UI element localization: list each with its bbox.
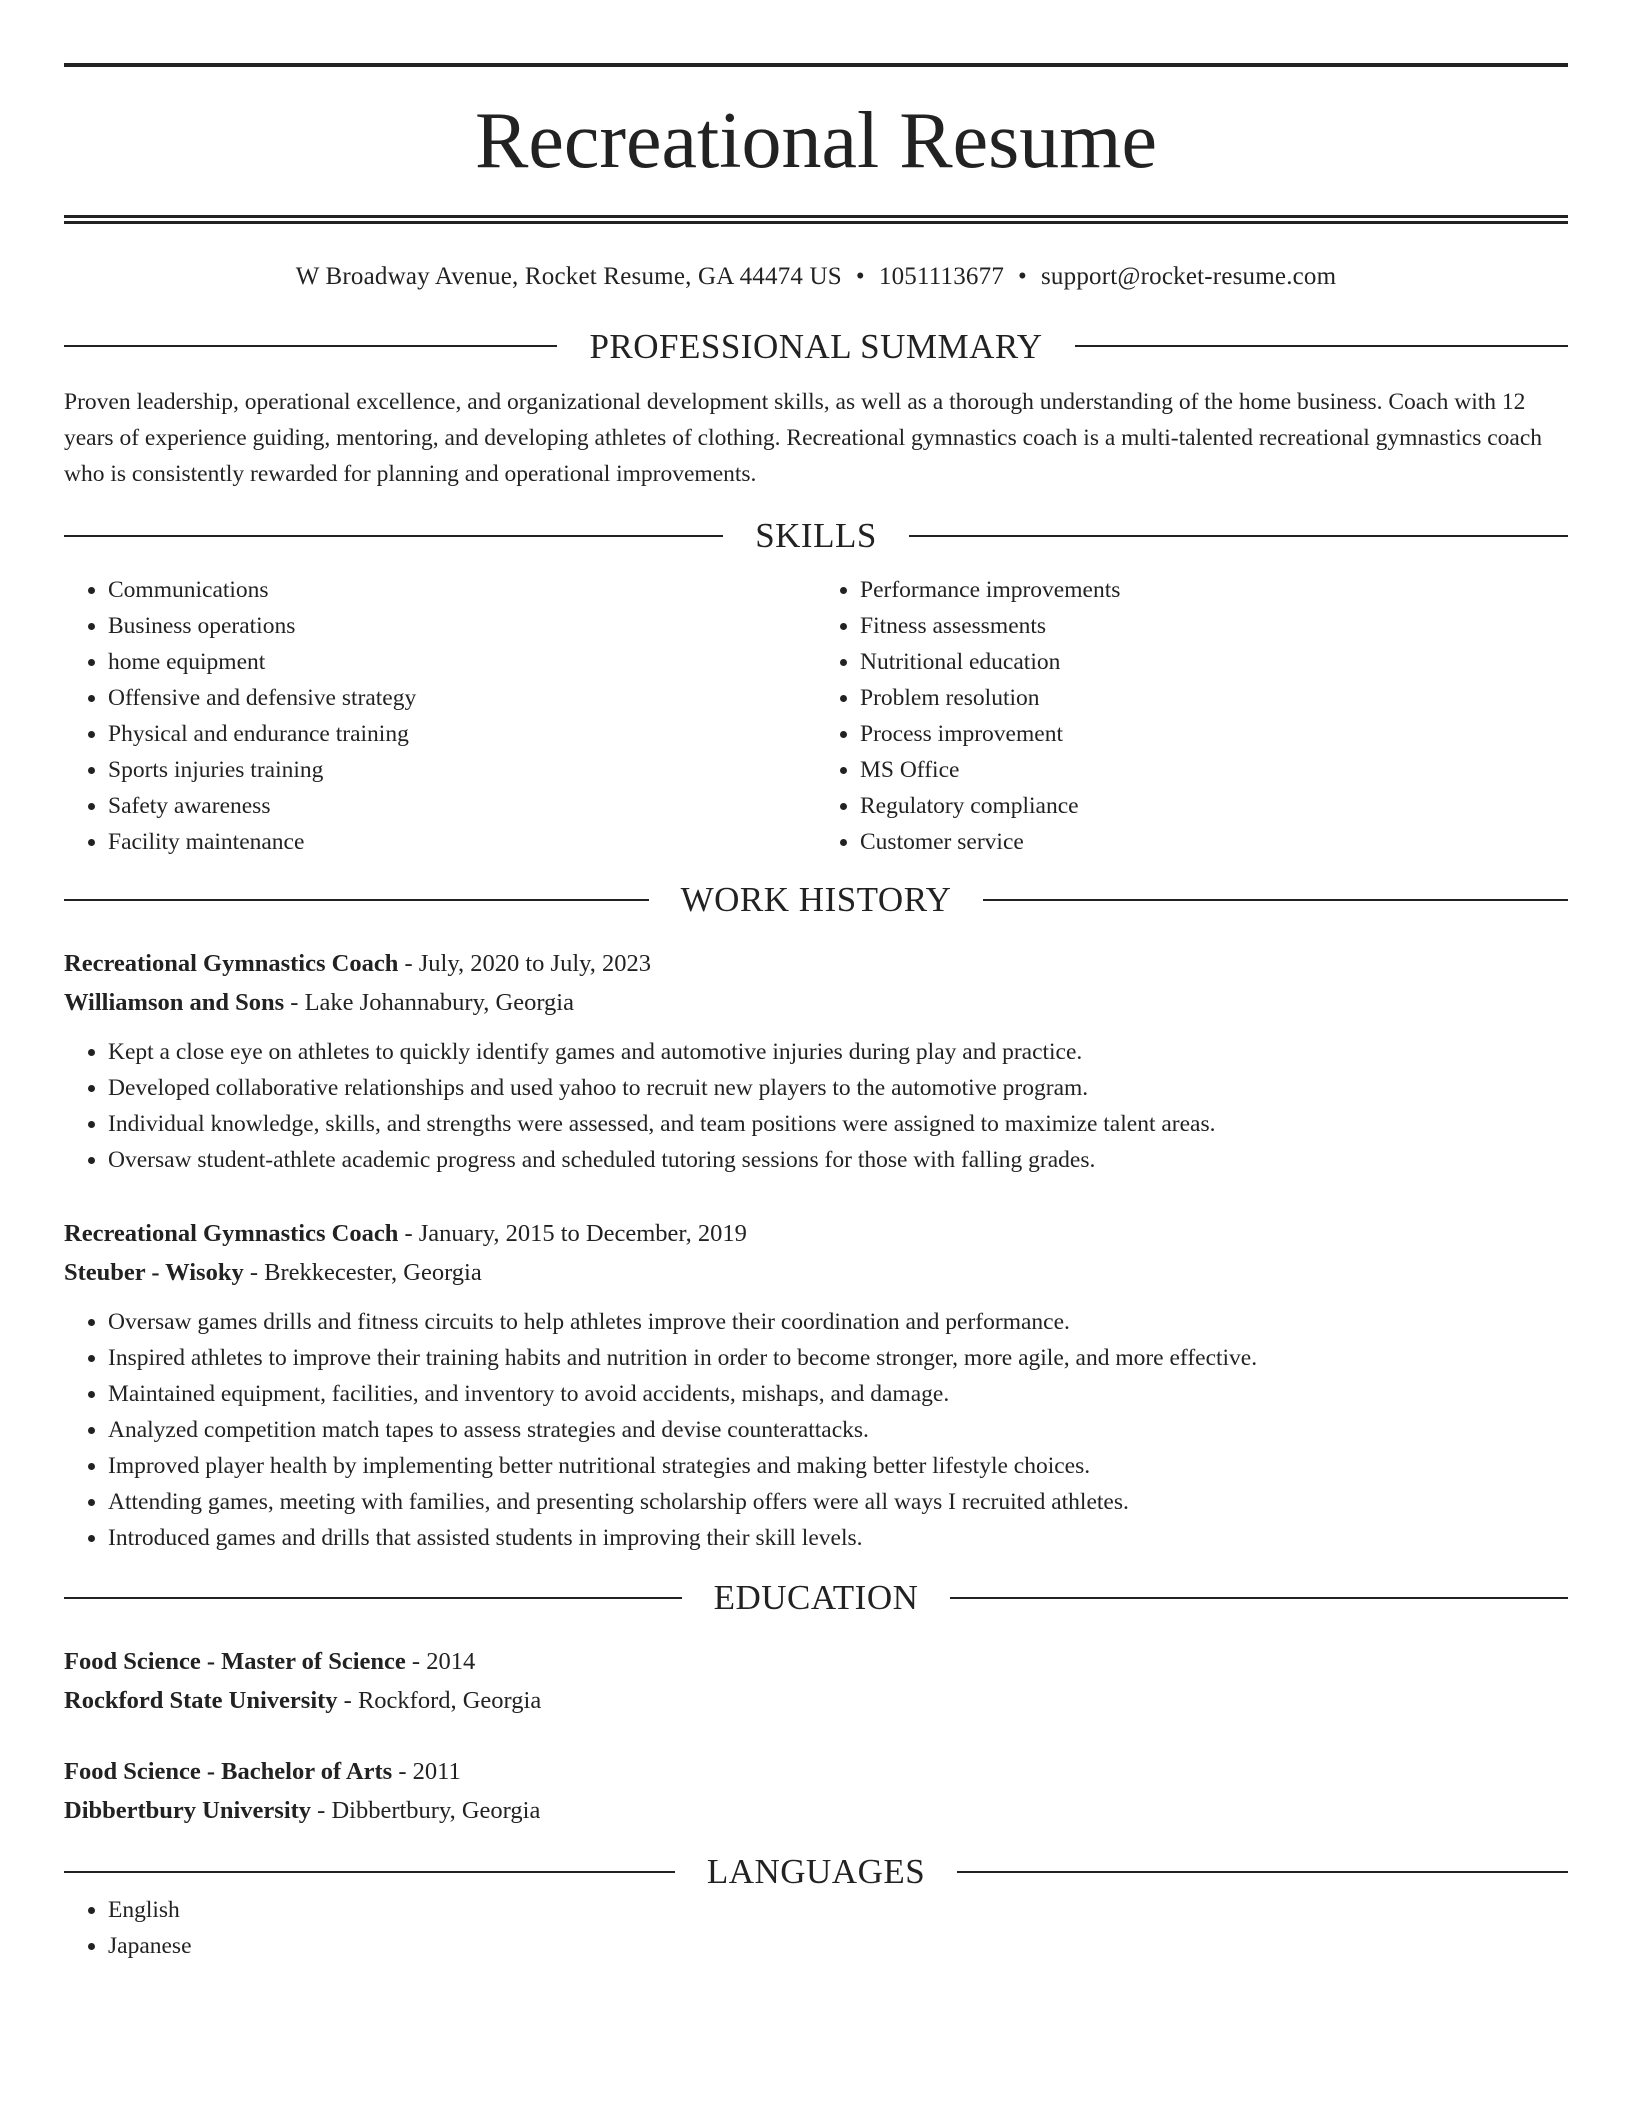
job-company: Williamson and Sons [64, 988, 285, 1016]
job-company: Steuber - Wisoky [64, 1258, 244, 1286]
job-title: Recreational Gymnastics Coach [64, 1219, 399, 1247]
skill-item: • Business operations [108, 608, 816, 644]
resume-title: Recreational Resume [475, 97, 1157, 185]
section-heading-label: WORK HISTORY [680, 880, 952, 919]
section-heading-skills [64, 516, 1568, 556]
education-school: Rockford State University [64, 1686, 338, 1714]
skill-item: • Communications [108, 572, 816, 608]
education-degree-line [64, 1642, 1568, 1681]
heading-rule [64, 1597, 682, 1599]
section-heading-label: EDUCATION [713, 1578, 919, 1617]
heading-rule [64, 535, 723, 537]
education-degree: Food Science - Bachelor of Arts [64, 1757, 393, 1785]
job-title: Recreational Gymnastics Coach [64, 949, 399, 977]
skill-item: • Offensive and defensive strategy [108, 680, 816, 716]
skill-item: • Regulatory compliance [860, 788, 1568, 824]
job-bullet: • Improved player health by implementing better nutritional strategies and making better lifestyle choices. [108, 1448, 1568, 1484]
skill-item: • Performance improvements [860, 572, 1568, 608]
job-bullet: • Maintained equipment, facilities, and inventory to avoid accidents, mishaps, and damage. [108, 1376, 1568, 1412]
heading-rule [909, 535, 1568, 537]
skill-item: • Safety awareness [108, 788, 816, 824]
contact-separator: • [855, 263, 865, 290]
contact-separator: • [1018, 263, 1027, 290]
skill-item: • home equipment [108, 644, 816, 680]
contact-email: support@rocket-resume.com [1040, 263, 1337, 290]
contact-address: W Broadway Avenue, Rocket Resume, GA 44474 US [295, 263, 842, 290]
skill-item: • Problem resolution [860, 680, 1568, 716]
section-heading-label: PROFESSIONAL SUMMARY [589, 326, 1043, 366]
skill-item: • MS Office [860, 752, 1568, 788]
job-bullet: • Individual knowledge, skills, and strengths were assessed, and team positions were assigned to maximize talent areas. [108, 1106, 1568, 1142]
heading-rule [950, 1597, 1568, 1599]
job-bullet: • Analyzed competition match tapes to assess strategies and devise counterattacks. [108, 1412, 1568, 1448]
header-top-rule [64, 63, 1568, 67]
job-bullet: • Oversaw student-athlete academic progress and scheduled tutoring sessions for those with falling grades. [108, 1142, 1568, 1178]
job-location: - Lake Johannabury, Georgia [284, 988, 574, 1016]
heading-rule [1075, 345, 1568, 347]
education-entry [64, 1752, 1568, 1830]
section-heading-label: LANGUAGES [706, 1852, 926, 1891]
skills-column-right [816, 572, 1568, 860]
education-degree: Food Science - Master of Science [64, 1647, 406, 1675]
heading-rule [64, 345, 557, 347]
skill-item: • Fitness assessments [860, 608, 1568, 644]
education-school: Dibbertbury University [64, 1796, 312, 1824]
contact-phone: 1051113677 [878, 263, 1005, 290]
education-year: - 2011 [392, 1757, 461, 1785]
job-location: - Brekkecester, Georgia [243, 1258, 482, 1286]
section-heading-summary [64, 326, 1568, 366]
education-location: - Rockford, Georgia [337, 1686, 542, 1714]
skill-item: • Customer service [860, 824, 1568, 860]
heading-rule [64, 1871, 675, 1873]
section-heading-languages [64, 1852, 1568, 1892]
job-bullet: • Inspired athletes to improve their training habits and nutrition in order to become stronger, more agile, and more effective. [108, 1340, 1568, 1376]
job-bullet: • Attending games, meeting with families, and presenting scholarship offers were all ways I recruited athletes. [108, 1484, 1568, 1520]
section-heading-label: SKILLS [755, 516, 877, 555]
job-title-line [64, 1214, 1568, 1253]
contact-line [64, 262, 1568, 292]
skills-list [64, 572, 1568, 860]
education-year: - 2014 [405, 1647, 476, 1675]
summary-text: Proven leadership, operational excellence, and organizational development skills, as well as a thorough understanding of the home business. Coach with 12 years of experience guiding, mentoring, and developing athletes of clothing. Recreational gymnastics coach is a multi-talented recreational gymnastics coach who is consistently rewarded for planning and operational improvements. [64, 389, 1543, 487]
job-company-line [64, 983, 1568, 1022]
job-company-line [64, 1253, 1568, 1292]
job-dates: - January, 2015 to December, 2019 [398, 1219, 747, 1247]
skill-item: • Sports injuries training [108, 752, 816, 788]
skills-column-left [64, 572, 816, 860]
job-bullet: • Developed collaborative relationships and used yahoo to recruit new players to the automotive program. [108, 1070, 1568, 1106]
job-bullet: • Introduced games and drills that assisted students in improving their skill levels. [108, 1520, 1568, 1556]
heading-rule [64, 899, 649, 901]
skill-item: • Nutritional education [860, 644, 1568, 680]
job-dates: - July, 2020 to July, 2023 [398, 949, 652, 977]
job-bullet: • Kept a close eye on athletes to quickly identify games and automotive injuries during play and practice. [108, 1034, 1568, 1070]
skill-item: • Physical and endurance training [108, 716, 816, 752]
education-degree-line [64, 1752, 1568, 1791]
header-double-rule [64, 215, 1568, 224]
job-bullets [64, 1034, 1568, 1178]
resume-page [64, 0, 1568, 1964]
skill-item: • Process improvement [860, 716, 1568, 752]
education-school-line [64, 1681, 1568, 1720]
job-entry [64, 1214, 1568, 1556]
languages-list [64, 1892, 1568, 1964]
job-entry [64, 944, 1568, 1178]
heading-rule [983, 899, 1568, 901]
section-heading-work-history [64, 880, 1568, 920]
education-location: - Dibbertbury, Georgia [311, 1796, 541, 1824]
job-bullets [64, 1304, 1568, 1556]
language-item: • English [108, 1892, 1568, 1928]
language-item: • Japanese [108, 1928, 1568, 1964]
section-heading-education [64, 1578, 1568, 1618]
education-school-line [64, 1791, 1568, 1830]
job-bullet: • Oversaw games drills and fitness circuits to help athletes improve their coordination and performance. [108, 1304, 1568, 1340]
skill-item: • Facility maintenance [108, 824, 816, 860]
job-title-line [64, 944, 1568, 983]
education-entry [64, 1642, 1568, 1720]
heading-rule [957, 1871, 1568, 1873]
